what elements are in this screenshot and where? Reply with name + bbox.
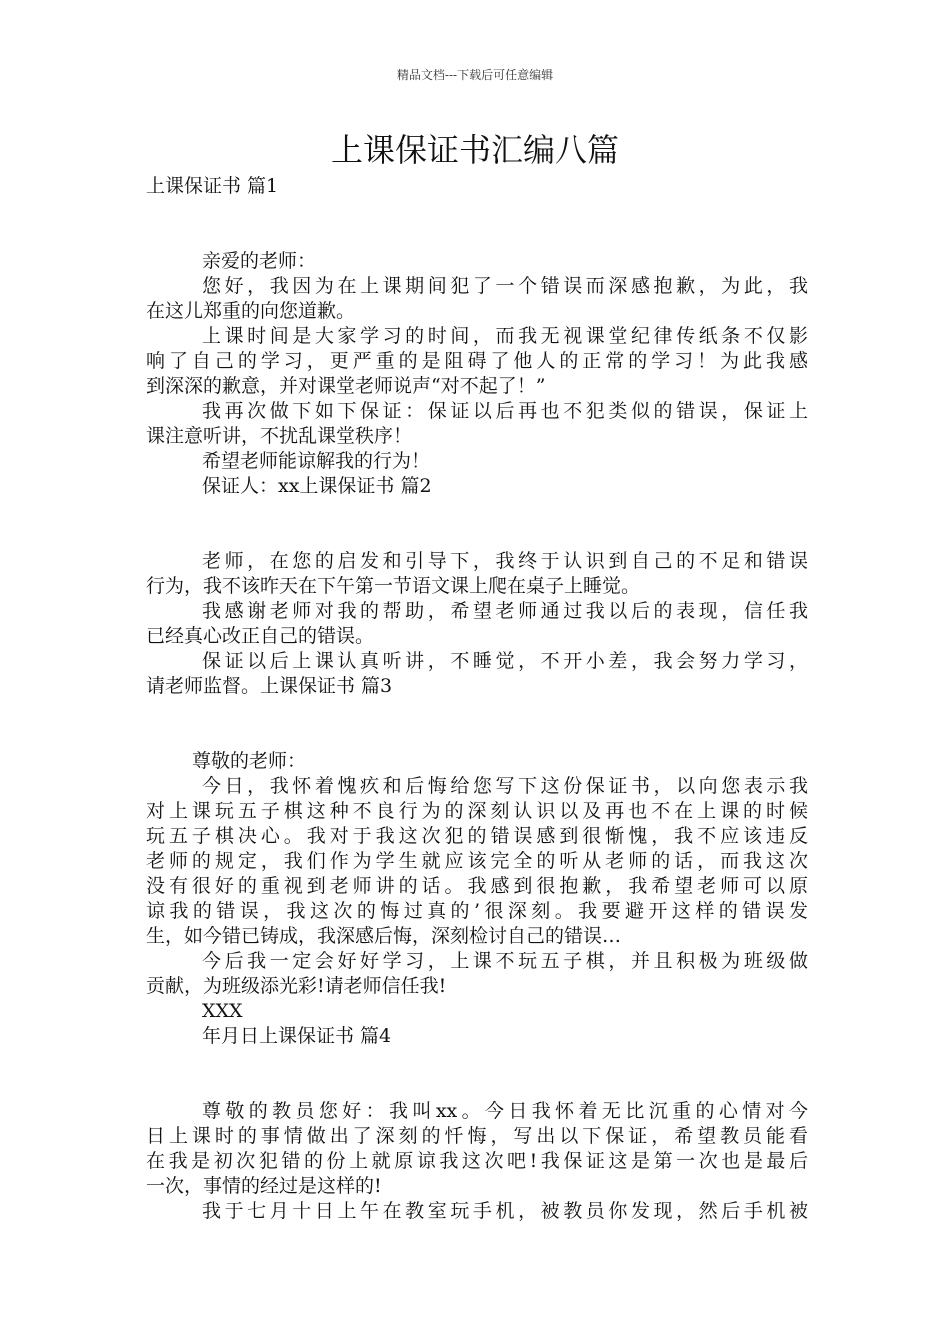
paragraph-line: 课注意听讲，不扰乱课堂秩序！ [146, 425, 413, 447]
paragraph-line: 老师的规定，我们作为学生就应该完全的听从老师的话，而我这次 [146, 850, 808, 872]
signature-line: XXX [202, 1000, 243, 1022]
section-heading: 上课保证书 篇1 [146, 175, 279, 197]
paragraph-line: 老师，在您的启发和引导下，我终于认识到自己的不足和错误 [202, 550, 808, 572]
paragraph-line: 谅我的错误，我这次的悔过真的’很深刻。我要避开这样的错误发 [146, 900, 808, 922]
paragraph-line: 今后我一定会好好学习，上课不玩五子棋，并且积极为班级做 [202, 950, 808, 972]
paragraph-line: 保证以后上课认真听讲，不睡觉，不开小差，我会努力学习， [202, 650, 808, 672]
paragraph-line: 您好，我因为在上课期间犯了一个错误而深感抱歉，为此，我 [202, 275, 808, 297]
header-note: 精品文档---下载后可任意编辑 [396, 68, 554, 82]
document-title: 上课保证书汇编八篇 [330, 131, 619, 169]
paragraph-line: 对上课玩五子棋这种不良行为的深刻认识以及再也不在上课的时候 [146, 800, 808, 822]
paragraph-line: 响了自己的学习，更严重的是阻碍了他人的正常的学习！为此我感 [146, 350, 808, 372]
paragraph-line: 在这儿郑重的向您道歉。 [146, 300, 356, 322]
paragraph-line: 在我是初次犯错的份上就原谅我这次吧!我保证这是第一次也是最后 [146, 1150, 808, 1172]
paragraph-line: 行为，我不该昨天在下午第一节语文课上爬在桌子上睡觉。 [146, 575, 641, 597]
paragraph-line: 贡献，为班级添光彩!请老师信任我! [146, 975, 447, 997]
paragraph-line: 生，如今错已铸成，我深感后悔，深刻检讨自己的错误… [146, 925, 622, 947]
paragraph-line: 已经真心改正自己的错误。 [146, 625, 375, 647]
paragraph-line: 我于七月十日上午在教室玩手机，被教员你发现，然后手机被 [202, 1200, 808, 1222]
salutation: 尊敬的老师： [192, 750, 307, 772]
paragraph-line: 日上课时的事情做出了深刻的忏悔，写出以下保证，希望教员能看 [146, 1125, 808, 1147]
paragraph-line: 到深深的歉意，并对课堂老师说声“对不起了！” [146, 375, 546, 397]
document-body [146, 174, 808, 1224]
section-heading: 年月日上课保证书 篇4 [202, 1025, 392, 1047]
section-heading: 请老师监督。上课保证书 篇3 [146, 675, 393, 697]
paragraph-line: 没有很好的重视到老师讲的话。我感到很抱歉，我希望老师可以原 [146, 875, 808, 897]
paragraph-line: 玩五子棋决心。我对于我这次犯的错误感到很惭愧，我不应该违反 [146, 825, 808, 847]
paragraph-line: 希望老师能谅解我的行为！ [202, 450, 431, 472]
salutation: 亲爱的老师： [202, 250, 317, 272]
paragraph-line: 今日，我怀着愧疚和后悔给您写下这份保证书，以向您表示我 [202, 775, 808, 797]
section-heading: 保证人：xx上课保证书 篇2 [202, 475, 432, 497]
paragraph-line: 尊敬的教员您好：我叫xx。今日我怀着无比沉重的心情对今 [202, 1100, 808, 1122]
paragraph-line: 上课时间是大家学习的时间，而我无视课堂纪律传纸条不仅影 [202, 325, 808, 347]
paragraph-line: 我再次做下如下保证：保证以后再也不犯类似的错误，保证上 [202, 400, 808, 422]
paragraph-line: 一次，事情的经过是这样的! [146, 1175, 382, 1197]
paragraph-line: 我感谢老师对我的帮助，希望老师通过我以后的表现，信任我 [202, 600, 808, 622]
